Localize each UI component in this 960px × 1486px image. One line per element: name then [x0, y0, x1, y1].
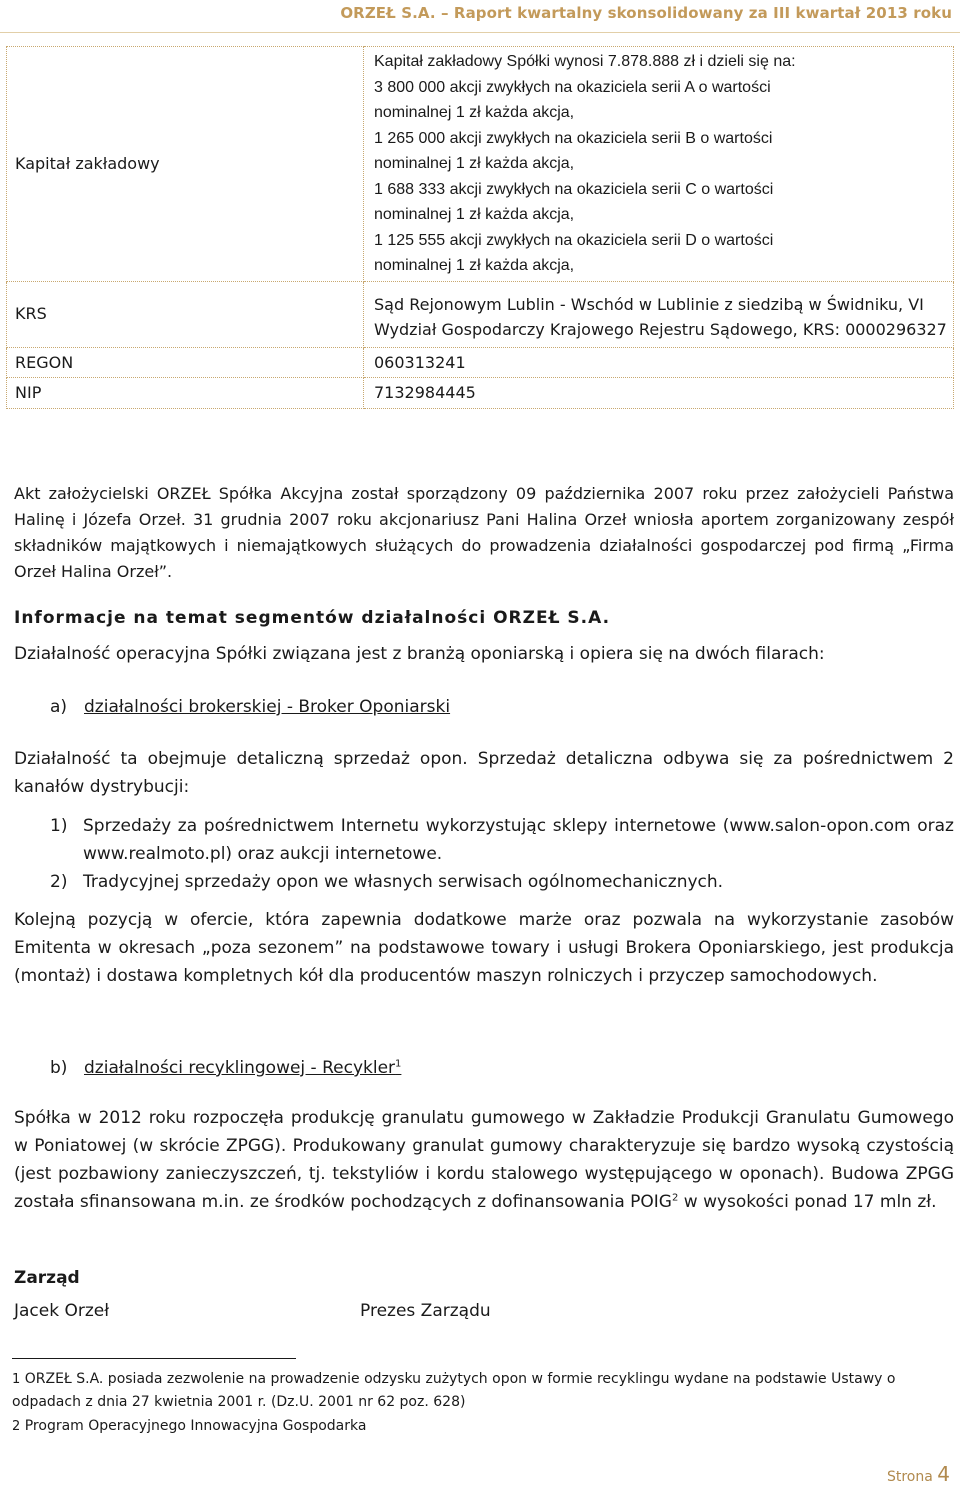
nip-row: [7, 378, 954, 409]
capital-row: [7, 47, 954, 282]
company-info-table: [6, 46, 954, 409]
footnote: [12, 1415, 952, 1438]
footnote-separator: [12, 1358, 296, 1359]
recycling-text-end: w wysokości ponad 17 mln zł.: [678, 1192, 937, 1212]
krs-row: [7, 281, 954, 347]
capital-line: 1 125 555 akcji zwykłych na okaziciela serii D o wartości: [374, 231, 774, 249]
recycling-text: Spółka w 2012 roku rozpoczęła produkcję granulatu gumowego w Zakładzie Produkcji Granulatu Gumowego w Poniatowej (w skrócie ZPGG). Produkowany granulat gumowy charakteryzuje się bardzo wysoką czystością (jest pozbawiony zanieczyszczeń, tj. tekstyliów i kordu stalowego występującego w oponach). Budowa ZPGG została sfinansowana m.in. ze środków pochodzących z dofinansowania POIG: [14, 1108, 954, 1212]
channel-text: Sprzedaży za pośrednictwem Internetu wykorzystując sklepy internetowe (www.salon-opon.com oraz www.realmoto.pl) oraz aukcji internetowe.: [83, 816, 954, 864]
footnote-number: 1: [12, 1372, 21, 1387]
capital-line: 3 800 000 akcji zwykłych na okaziciela serii A o wartości: [374, 78, 771, 96]
segment-b-title-text: działalności recyklingowej - Recykler: [84, 1058, 396, 1078]
footnote-ref-1[interactable]: 1: [395, 1058, 402, 1070]
capital-line: nominalnej 1 zł każda akcja,: [374, 206, 575, 223]
nip-label: NIP: [7, 378, 364, 409]
channel-number: 2): [50, 872, 68, 892]
nip-value: 7132984445: [364, 378, 954, 409]
segments-heading: Informacje na temat segmentów działalności ORZEŁ S.A.: [14, 608, 611, 628]
regon-label: REGON: [7, 347, 364, 378]
segment-a-heading: [50, 697, 750, 725]
header-divider: [0, 32, 960, 33]
segment-a-title: działalności brokerskiej - Broker Oponiarski: [84, 697, 451, 717]
segment-a-description: Działalność ta obejmuje detaliczną sprzedaż opon. Sprzedaż detaliczna odbywa się za pośrednictwem 2 kanałów dystrybucji:: [14, 749, 954, 797]
channel-text: Tradycyjnej sprzedaży opon we własnych serwisach ogólnomechanicznych.: [83, 872, 724, 892]
capital-line: nominalnej 1 zł każda akcja,: [374, 104, 575, 121]
segment-b-title: [84, 1058, 401, 1078]
offer-paragraph: Kolejną pozycją w ofercie, która zapewnia dodatkowe marże oraz pozwala na wykorzystanie zasobów Emitenta w okresach „poza sezonem” na podstawowe towary i usługi Brokera Oponiarskiego, jest produkcja (montaż) i dostawa kompletnych kół dla producentów maszyn rolniczych i przyczep samochodowych.: [14, 910, 954, 986]
page-number: [887, 1462, 950, 1486]
board-member-role: Prezes Zarządu: [360, 1301, 491, 1321]
footnote-text: Program Operacyjnego Innowacyjna Gospodarka: [20, 1418, 367, 1434]
segment-a-marker: a): [50, 697, 68, 717]
capital-value: [364, 47, 954, 282]
capital-line: nominalnej 1 zł każda akcja,: [374, 155, 575, 172]
footnote: [12, 1368, 952, 1414]
founding-act-paragraph: Akt założycielski ORZEŁ Spółka Akcyjna został sporządzony 09 października 2007 roku przez założycieli Państwa Halinę i Józefa Orzeł. 31 grudnia 2007 roku akcjonariusz Pani Halina Orzeł wniosła aportem zorganizowany zespół składników majątkowych i niemajątkowych służących do prowadzenia działalności gospodarczej pod firmą „Firma Orzeł Halina Orzeł”.: [14, 484, 954, 581]
footnote-number: 2: [12, 1419, 21, 1434]
krs-value: Sąd Rejonowym Lublin - Wschód w Lublinie z siedzibą w Świdniku, VI Wydział Gospodarczy Krajowego Rejestru Sądowego, KRS: 0000296327: [364, 281, 954, 347]
board-heading: Zarząd: [14, 1268, 80, 1288]
page-label: Strona: [886, 1469, 933, 1485]
capital-label: Kapitał zakładowy: [7, 47, 364, 282]
krs-label: KRS: [7, 281, 364, 347]
channel-number: 1): [50, 816, 68, 836]
segments-intro: Działalność operacyjna Spółki związana jest z branżą oponiarską i opiera się na dwóch filarach:: [14, 644, 825, 664]
board-member-name: Jacek Orzeł: [14, 1301, 110, 1321]
regon-value: 060313241: [364, 347, 954, 378]
capital-line: nominalnej 1 zł każda akcja,: [374, 257, 575, 274]
capital-line: 1 688 333 akcji zwykłych na okaziciela serii C o wartości: [374, 180, 774, 198]
capital-line: 1 265 000 akcji zwykłych na okaziciela serii B o wartości: [374, 129, 773, 147]
channel-list-item: [50, 868, 954, 896]
recycling-paragraph: [14, 1104, 954, 1216]
regon-row: [7, 347, 954, 378]
capital-line: Kapitał zakładowy Spółki wynosi 7.878.888 zł i dzieli się na:: [374, 53, 796, 70]
footnote-ref-2[interactable]: 2: [671, 1192, 679, 1204]
page-number-value: 4: [937, 1462, 950, 1486]
segment-b-marker: b): [50, 1058, 68, 1078]
channel-list-item: [50, 812, 954, 868]
report-header-title: ORZEŁ S.A. – Raport kwartalny skonsolidowany za III kwartał 2013 roku: [340, 4, 952, 22]
footnote-text: ORZEŁ S.A. posiada zezwolenie na prowadzenie odzysku zużytych opon w formie recyklingu wydane na podstawie Ustawy o odpadach z dnia 27 kwietnia 2001 r. (Dz.U. 2001 nr 62 poz. 628): [12, 1371, 896, 1410]
segment-b-heading: [50, 1058, 750, 1086]
